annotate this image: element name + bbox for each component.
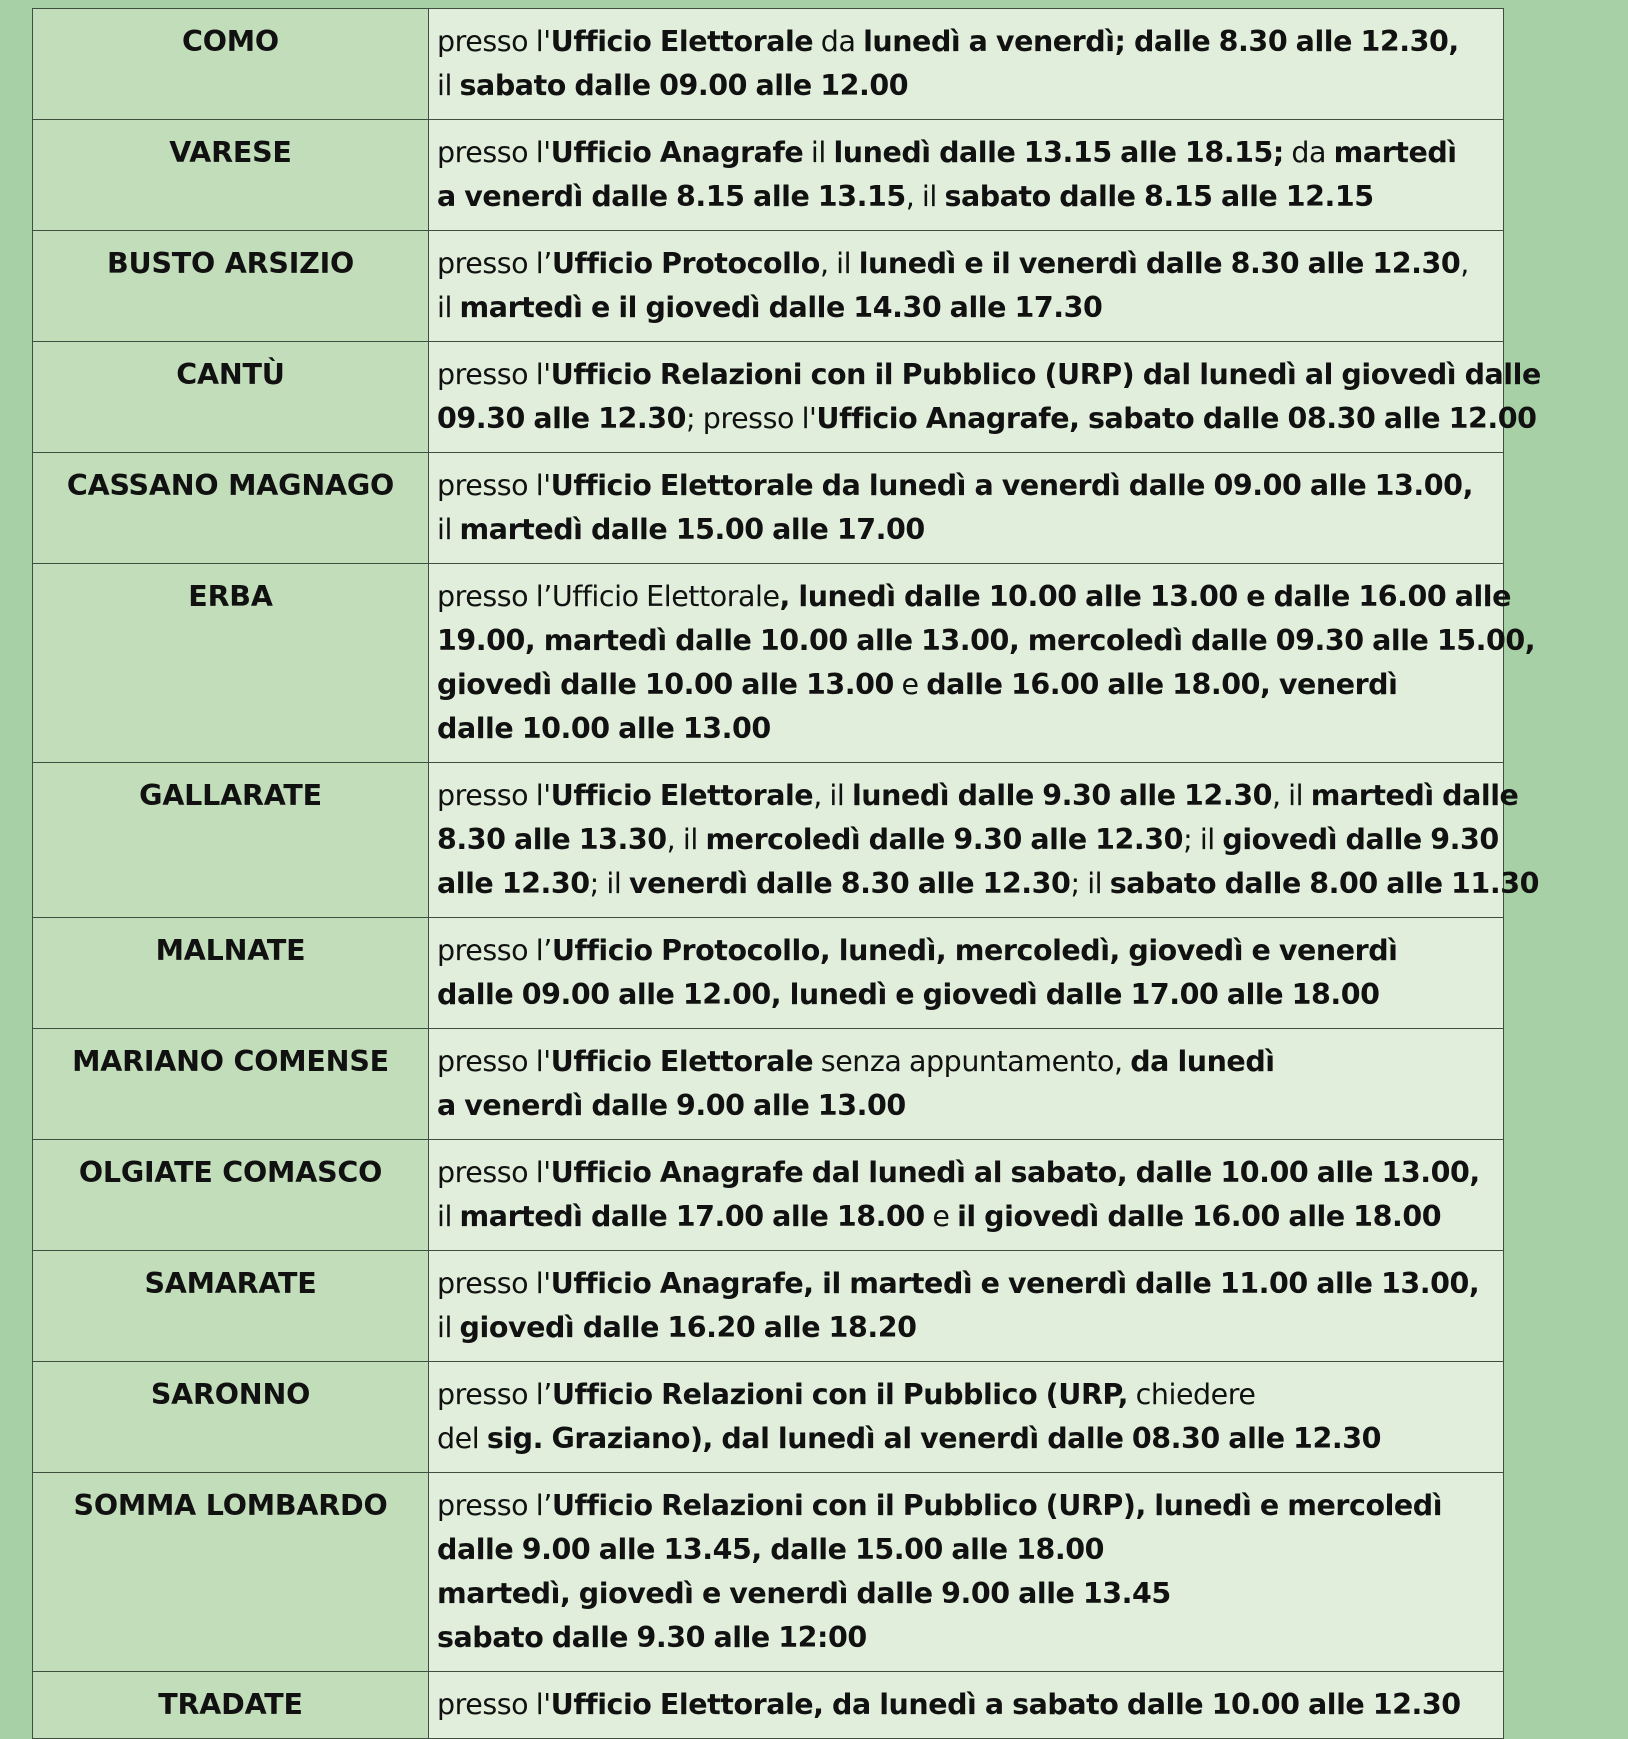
office-hours-line [437,1484,1497,1528]
office-hours-cell [429,1362,1504,1473]
office-hours-cell [429,9,1504,120]
office-hours-line [437,1683,1497,1727]
table-row [33,120,1504,231]
office-hours-cell [429,763,1539,918]
hours-text: presso l’Ufficio Elettorale [437,580,780,613]
hours-text-bold: Ufficio Elettorale da lunedì a venerdì dalle 09.00 alle 13.00, [550,469,1473,502]
hours-text-bold: lunedì dalle 9.30 alle 12.30 [851,779,1272,812]
office-hours-line [437,707,1497,751]
hours-text-bold: 09.30 alle 12.30 [437,402,687,435]
office-hours-line [437,1373,1497,1417]
hours-text-bold: dalle 09.00 alle 12.00, lunedì e giovedì dalle 17.00 alle 18.00 [437,978,1380,1011]
hours-text-bold: dalle 9.00 alle 13.45, dalle 15.00 alle 18.00 [437,1533,1104,1566]
table-row [33,231,1504,342]
hours-text: , il [819,247,859,280]
office-hours-line [437,242,1497,286]
office-hours-table-body [33,9,1541,1739]
hours-text-bold: Ufficio Anagrafe dal lunedì al sabato, dalle 10.00 alle 13.00, [550,1156,1480,1189]
office-hours-line [437,774,1519,818]
city-name-cell: MARIANO COMENSE [33,1029,429,1140]
hours-text-bold: martedì dalle [1310,779,1519,812]
city-name-cell: ERBA [33,564,429,763]
table-row [33,1140,1504,1251]
hours-text: presso l’ [437,1489,552,1522]
office-hours-cell [429,453,1504,564]
office-hours-cell [429,1473,1504,1672]
hours-text: il [437,291,460,324]
office-hours-line [437,862,1539,906]
hours-text: presso l' [437,1267,551,1300]
city-name-cell: SAMARATE [33,1251,429,1362]
office-hours-line [437,1262,1497,1306]
hours-text: , [1460,247,1469,280]
table-row [33,1473,1504,1672]
table-row [33,1251,1504,1362]
office-hours-line [437,397,1537,441]
hours-text: e [893,668,927,701]
hours-text-bold: dalle 16.00 alle 18.00, venerdì [926,668,1398,701]
office-hours-line [437,353,1541,397]
hours-text-bold: Ufficio Relazioni con il Pubblico (URP, [551,1378,1129,1411]
office-hours-cell [429,564,1536,763]
hours-text: il [437,513,460,546]
hours-text-bold: Ufficio Relazioni con il Pubblico (URP), lunedì e mercoledì [551,1489,1443,1522]
hours-text: presso l’ [437,1378,552,1411]
hours-text: da [1283,136,1334,169]
hours-text: del [437,1422,487,1455]
office-hours-line [437,1195,1497,1239]
hours-text-bold: martedì e il giovedì dalle 14.30 alle 17.30 [459,291,1103,324]
hours-text-bold: sabato dalle 8.15 alle 12.15 [944,180,1374,213]
hours-text: presso l' [437,469,551,502]
hours-text-bold: sig. Graziano), dal lunedì al venerdì dalle 08.30 alle 12.30 [486,1422,1381,1455]
hours-text-bold: Ufficio Anagrafe, il martedì e venerdì dalle 11.00 alle 13.00, [550,1267,1480,1300]
hours-text-bold: alle 12.30 [437,867,590,900]
hours-text-bold: 8.30 alle 13.30 [437,823,667,856]
office-hours-line [437,1040,1497,1084]
hours-text: il [437,1200,460,1233]
table-row [33,1672,1504,1739]
office-hours-line [437,20,1497,64]
hours-text-bold: Ufficio Elettorale [550,1045,814,1078]
hours-text-bold: lunedì a venerdì; dalle 8.30 alle 12.30, [863,25,1459,58]
table-row [33,1362,1504,1473]
hours-text-bold: giovedì dalle 10.00 alle 13.00 [437,668,894,701]
table-row [33,9,1504,120]
office-hours-line [437,1528,1497,1572]
hours-text: presso l' [437,136,551,169]
hours-text-bold: sabato dalle 8.00 alle 11.30 [1109,867,1539,900]
hours-text-bold: martedì [1333,136,1457,169]
office-hours-line [437,619,1536,663]
office-hours-cell [429,231,1504,342]
hours-text: ; il [1070,867,1110,900]
hours-text-bold: a venerdì dalle 8.15 alle 13.15 [437,180,906,213]
office-hours-cell [429,342,1541,453]
hours-text-bold: , lunedì dalle 10.00 alle 13.00 e dalle 16.00 alle [779,580,1511,613]
hours-text-bold: da lunedì [1130,1045,1275,1078]
city-name-cell: CASSANO MAGNAGO [33,453,429,564]
hours-text-bold: mercoledì dalle 9.30 alle 12.30 [705,823,1184,856]
office-hours-line [437,1616,1497,1660]
city-name-cell: CANTÙ [33,342,429,453]
office-hours-line [437,286,1497,330]
office-hours-cell [429,918,1504,1029]
hours-text-bold: sabato dalle 09.00 alle 12.00 [459,69,909,102]
city-name-cell: VARESE [33,120,429,231]
hours-text: presso l' [437,25,551,58]
hours-text: presso l’ [437,247,552,280]
office-hours-table [32,8,1541,1739]
hours-text: presso l' [437,1156,551,1189]
office-hours-line [437,575,1511,619]
hours-text-bold: giovedì dalle 16.20 alle 18.20 [459,1311,917,1344]
hours-text: il [437,69,460,102]
hours-text-bold: venerdì dalle 8.30 alle 12.30 [628,867,1071,900]
hours-text: , il [813,779,852,812]
hours-text: da [813,25,864,58]
hours-text-bold: dalle 10.00 alle 13.00 [437,712,771,745]
hours-text: presso l’ [437,934,552,967]
city-name-cell: GALLARATE [33,763,429,918]
office-hours-cell [429,1251,1504,1362]
hours-text-bold: lunedì e il venerdì dalle 8.30 alle 12.30 [858,247,1461,280]
office-hours-line [437,1572,1497,1616]
table-row [33,763,1504,918]
hours-text: presso l' [437,779,551,812]
office-hours-line [437,929,1497,973]
hours-text-bold: martedì dalle 17.00 alle 18.00 [459,1200,925,1233]
hours-text-bold: martedì dalle 15.00 alle 17.00 [459,513,925,546]
hours-text-bold: lunedì dalle 13.15 alle 18.15; [833,136,1284,169]
office-hours-line [437,818,1497,862]
hours-text-bold: martedì, giovedì e venerdì dalle 9.00 alle 13.45 [437,1577,1171,1610]
city-name-cell: COMO [33,9,429,120]
hours-text: il [803,136,834,169]
office-hours-cell [429,1140,1504,1251]
table-row [33,918,1504,1029]
hours-text: senza appuntamento, [813,1045,1131,1078]
office-hours-line [437,508,1497,552]
hours-text: ; il [1183,823,1223,856]
city-name-cell: SOMMA LOMBARDO [33,1473,429,1672]
hours-text: e [924,1200,958,1233]
office-hours-line [437,1306,1497,1350]
hours-text-bold: Ufficio Anagrafe, sabato dalle 08.30 alle 12.00 [816,402,1537,435]
hours-text-bold: Ufficio Protocollo [551,247,820,280]
table-row [33,1029,1504,1140]
office-hours-line [437,973,1497,1017]
hours-text-bold: il giovedì dalle 16.00 alle 18.00 [957,1200,1442,1233]
office-hours-cell [429,120,1504,231]
hours-text: presso l' [437,1045,551,1078]
hours-text-bold: sabato dalle 9.30 alle 12:00 [437,1621,867,1654]
hours-text: , il [666,823,706,856]
hours-text: , il [905,180,945,213]
office-hours-cell [429,1672,1504,1739]
hours-text-bold: Ufficio Elettorale [550,25,814,58]
city-name-cell: MALNATE [33,918,429,1029]
hours-text-bold: Ufficio Anagrafe [550,136,804,169]
hours-text: chiedere [1128,1378,1256,1411]
table-row [33,564,1504,763]
hours-text-bold: Ufficio Relazioni con il Pubblico (URP) dal lunedì al giovedì dalle [550,358,1541,391]
hours-text: ; presso l' [686,402,817,435]
hours-text-bold: 19.00, martedì dalle 10.00 alle 13.00, mercoledì dalle 09.30 alle 15.00, [437,624,1536,657]
office-hours-line [437,175,1497,219]
office-hours-cell [429,1029,1504,1140]
office-hours-line [437,663,1497,707]
table-row [33,453,1504,564]
city-name-cell: TRADATE [33,1672,429,1739]
city-name-cell: OLGIATE COMASCO [33,1140,429,1251]
hours-text: il [437,1311,460,1344]
city-name-cell: SARONNO [33,1362,429,1473]
office-hours-line [437,64,1497,108]
hours-text-bold: giovedì dalle 9.30 [1222,823,1499,856]
office-hours-line [437,131,1497,175]
hours-text-bold: Ufficio Protocollo, lunedì, mercoledì, giovedì e venerdì [551,934,1398,967]
hours-text: ; il [589,867,629,900]
hours-text: presso l' [437,1688,551,1721]
office-hours-line [437,1151,1497,1195]
hours-text-bold: a venerdì dalle 9.00 alle 13.00 [437,1089,906,1122]
office-hours-line [437,1084,1497,1128]
hours-text: , il [1271,779,1311,812]
office-hours-line [437,464,1497,508]
city-name-cell: BUSTO ARSIZIO [33,231,429,342]
hours-text-bold: Ufficio Elettorale [550,779,814,812]
table-row [33,342,1504,453]
hours-text: presso l' [437,358,551,391]
hours-text-bold: Ufficio Elettorale, da lunedì a sabato dalle 10.00 alle 12.30 [550,1688,1461,1721]
office-hours-line [437,1417,1497,1461]
